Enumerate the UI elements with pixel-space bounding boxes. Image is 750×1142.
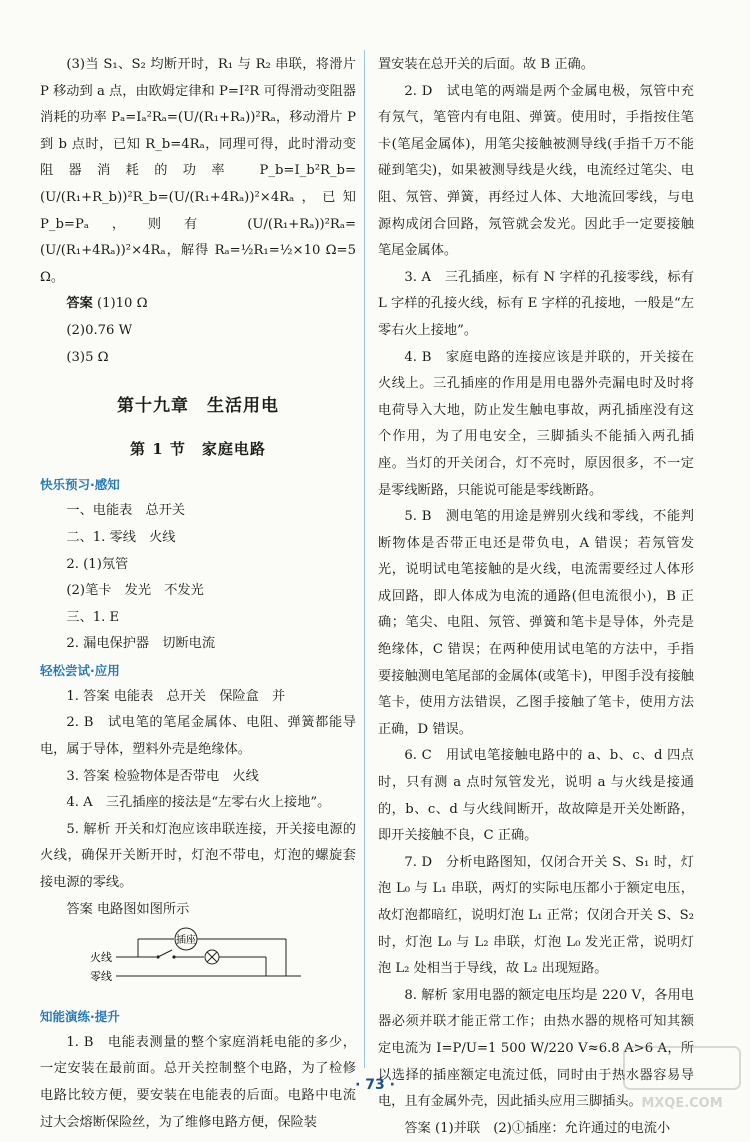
neutral-wire-label: 零线 (90, 970, 112, 984)
chapter-title: 第十九章 生活用电 (117, 396, 279, 417)
preview-line: 一、电能表 总开关 (66, 503, 186, 519)
circuit-diagram (86, 927, 356, 1000)
practice-item: 6. C 用试电笔接触电路中的 a、b、c、d 四点时，只有测 a 点时氖管发光，说明 a 与火线是接通的，b、c、d 与火线间断开，故故障是开关处断路，即开关接触不良，C 正确。 (378, 748, 694, 844)
section-header-practice: 知能演练·提升 (40, 1008, 120, 1024)
answer-label: 答案 (66, 296, 93, 312)
practice-item: 1. B 电能表测量的整个家庭消耗电能的多少，一定安装在最前面。总开关控制整个电路，为了检修电路比较方便，要安装在电能表的后面。电路中电流过大会熔断保险丝，为了维修电路方便，保险装 (40, 1034, 356, 1130)
preview-line: (2)笔卡 发光 不发光 (66, 583, 204, 599)
solution-paragraph: (3)当 S₁、S₂ 均断开时，R₁ 与 R₂ 串联，将滑片 P 移动到 a 点，由欧姆定律和 P=I²R 可得滑动变阻器消耗的功率 Pₐ=Iₐ²Rₐ=(U/(R₁+Rₐ))²Rₐ，移动滑片 P 到 b 点时，已知 R_b=4Rₐ，同理可得，此时滑动变阻器消耗的功率 P_b=I_b²R_b=(U/(R₁+R_b))²R_b=(U/(R₁+4Rₐ))²×4Rₐ，已知 P_b=Pₐ，则有 (U/(R₁+Rₐ))²Rₐ=(U/(R₁+4Rₐ))²×4Rₐ，解得 Rₐ=½R₁=½×10 Ω=5 Ω。 (40, 57, 356, 285)
try-item: 2. B 试电笔的笔尾金属体、电阻、弹簧都能导电，属于导体，塑料外壳是绝缘体。 (40, 715, 356, 758)
practice-item: 8. 解析 家用电器的额定电压均是 220 V，各用电器必须并联才能正常工作；由热水器的规格可知其额定电流为 I=P/U=1 500 W/220 V≈6.8 A>6 A，所以选择的插座额定电流过低，同时由于热水器容易导电，且有金属外壳，因此插头应用三脚插头。 (378, 987, 694, 1110)
socket-icon (175, 928, 197, 950)
practice-item: 7. D 分析电路图知，仅闭合开关 S、S₁ 时，灯泡 L₀ 与 L₁ 串联，两灯的实际电压都小于额定电压，故灯泡都暗红，说明灯泡 L₁ 正常；仅闭合开关 S、S₂ 时，灯泡 L₀ 与 L₂ 串联，灯泡 L₀ 发光正常，说明灯泡 L₂ 处相当于导线，故 L₂ 出现短路。 (378, 854, 694, 977)
try-item: 4. A 三孔插座的接法是“左零右火上接地”。 (66, 795, 331, 811)
switch-icon (156, 950, 175, 959)
section-title: 第 1 节 家庭电路 (130, 439, 266, 458)
watermark-logo (622, 1045, 742, 1115)
practice-item: 3. A 三孔插座，标有 N 字样的孔接零线，标有 L 字样的孔接火线，标有 E 字样的孔接地，一般是“左零右火上接地”。 (378, 269, 694, 338)
right-column (378, 52, 694, 1142)
answer-3: (3)5 Ω (66, 349, 109, 365)
preview-line: 三、1. E (66, 609, 120, 625)
page-number: · 73 · (355, 1077, 395, 1093)
socket-label: 插座 (176, 935, 196, 947)
answer-line (40, 291, 356, 318)
practice-item: 4. B 家庭电路的连接应该是并联的，开关接在火线上。三孔插座的作用是用电器外壳漏电时及时将电荷导入大地，防止发生触电事故，两孔插座没有这个作用，为了用电安全，三脚插头不能插入两孔插座。当灯的开关闭合，灯不亮时，原因很多，不一定是零线断路，只能说可能是零线断路。 (378, 349, 694, 498)
column-divider (364, 50, 365, 1068)
left-column (40, 52, 356, 1136)
practice-item: 2. D 试电笔的两端是两个金属电极，氖管中充有氖气，笔管内有电阻、弹簧。使用时，手指按住笔卡(笔尾金属体)，用笔尖接触被测导线(手指千万不能碰到笔尖)，如果被测导线是火线，电流经过笔尖、电阻、氖管、弹簧，再经过人体、大地流回零线，与电源构成闭合回路，氖管就会发光。因此手一定要接触笔尾金属体。 (378, 83, 694, 259)
try-item: 5. 解析 开关和灯泡应该串联连接，开关接电源的火线，确保开关断开时，灯泡不带电，灯泡的螺旋套接电源的零线。 (40, 821, 356, 891)
preview-line: 二、1. 零线 火线 (66, 529, 176, 545)
try-answer: 答案 电路图如图所示 (66, 901, 190, 917)
answer-1: (1)10 Ω (96, 296, 148, 312)
practice-item: 5. B 测电笔的用途是辨别火线和零线，不能判断物体是否带正电还是带负电，A 错误；若氖管发光，说明试电笔接触的是火线，电流需要经过人体形成回路，即人体成为电流的通路(但电流很小)，B 正确；笔尖、电阻、氖管、弹簧和笔卡是导体，外壳是绝缘体，C 错误；在两种使用试电笔的方法中，手指要接触测电笔尾部的金属体(或笔卡)，甲图手没有接触笔卡，使用方法错误，乙图手接触了笔卡，使用方法正确，D 错误。 (378, 509, 694, 737)
try-item: 3. 答案 检验物体是否带电 火线 (66, 768, 259, 784)
answer-2: (2)0.76 W (66, 322, 133, 338)
continued-text: 置安装在总开关的后面。故 B 正确。 (378, 57, 594, 72)
preview-line: 2. 漏电保护器 切断电流 (66, 636, 216, 652)
section-header-preview: 快乐预习·感知 (40, 477, 120, 493)
preview-line: 2. (1)氖管 (66, 556, 129, 572)
live-wire-label: 火线 (90, 951, 112, 965)
watermark-text: MXQE.COM (641, 1096, 723, 1111)
practice-answer: 答案 (1)并联 (2)①插座：允许通过的电流小 (404, 1120, 671, 1136)
try-item: 1. 答案 电能表 总开关 保险盒 并 (66, 688, 286, 704)
section-header-try: 轻松尝试·应用 (40, 662, 120, 678)
lamp-icon (205, 950, 219, 964)
